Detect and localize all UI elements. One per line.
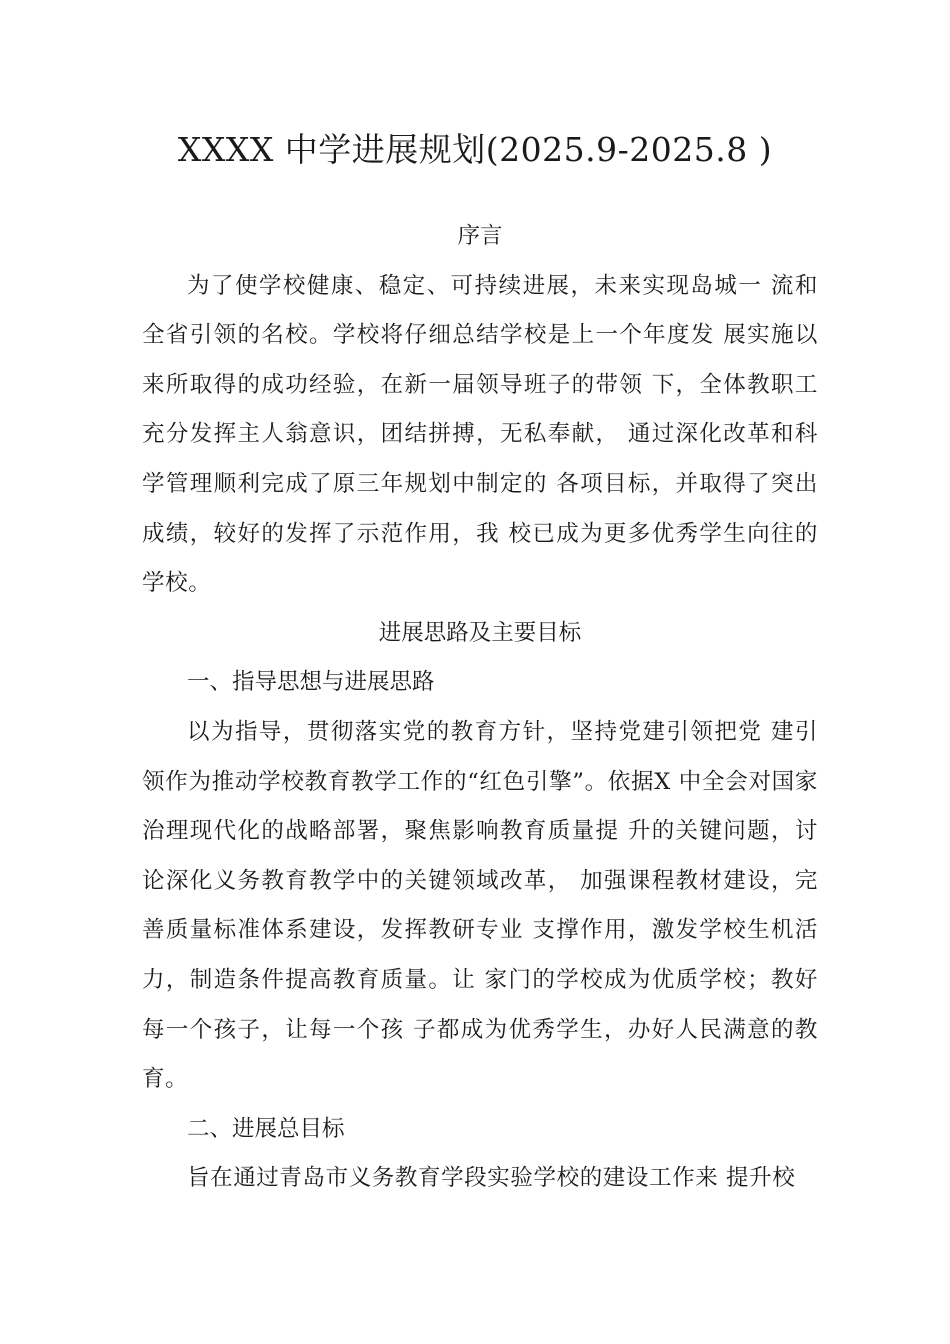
document-body: [142, 212, 818, 1204]
subheading-guiding-thought: 一、指导思想与进展思路: [187, 669, 435, 696]
preface-heading: 序言: [457, 223, 503, 249]
subheading-overall-goal: 二、进展总目标: [187, 1115, 345, 1142]
guiding-thought-paragraph: 以为指导，贯彻落实党的教育方针，坚持党建引领把党 建引领作为推动学校教育教学工作的“红色引擎”。依据X 中全会对国家治理现代化的战略部署，聚焦影响教育质量提 升的关键问题，讨论深化义务教育教学中的关键领域改革， 加强课程教材建设，完善质量标准体系建设，发挥教研专业 支撑作用，激发学校生机活力，制造条件提高教育质量。让 家门的学校成为优质学校；教好每一个孩子，让每一个孩 子都成为优秀学生，办好人民满意的教育。: [142, 718, 818, 1093]
main-heading: 进展思路及主要目标: [378, 619, 582, 646]
document-title: XXXX 中学进展规划(2025.9-2025.8 ): [177, 130, 773, 169]
overall-goal-paragraph: 旨在通过青岛市义务教育学段实验学校的建设工作来 提升校: [187, 1165, 796, 1192]
preface-paragraph: 为了使学校健康、稳定、可持续进展，未来实现岛城一 流和全省引领的名校。学校将仔细总结学校是上一个年度发 展实施以来所取得的成功经验，在新一届领导班子的带领 下，全体教职工充分发挥主人翁意识，团结拼搏，无私奉献， 通过深化改革和科学管理顺利完成了原三年规划中制定的 各项目标，并取得了突出成绩，较好的发挥了示范作用，我 校已成为更多优秀学生向往的学校。: [142, 272, 818, 597]
